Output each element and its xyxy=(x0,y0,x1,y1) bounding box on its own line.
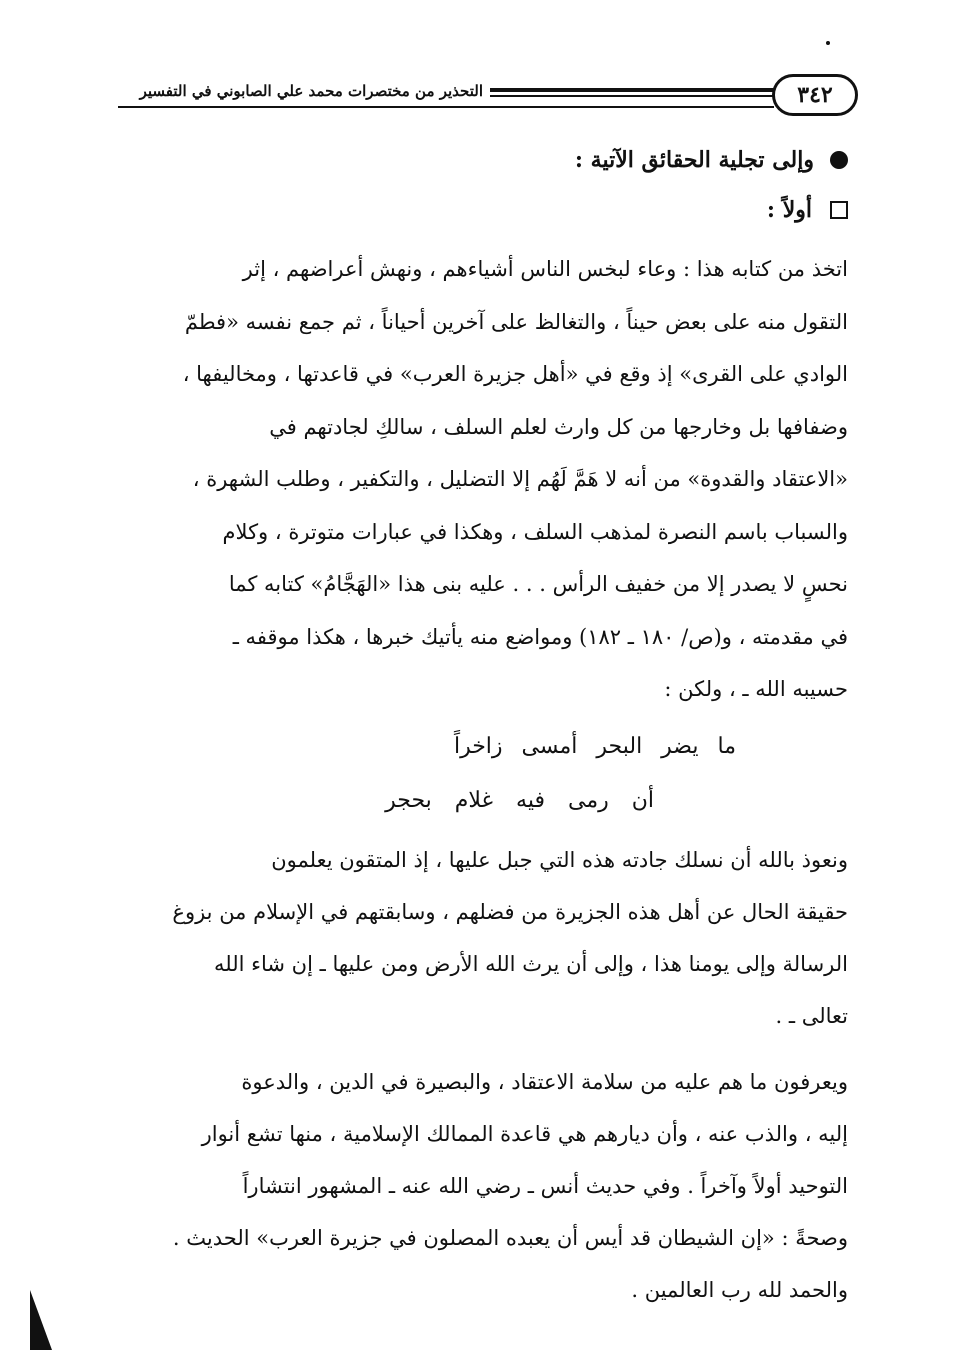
text-line: الوادي على القرى» إذ وقع في «أهل جزيرة العرب» في قاعدتها ، ومخاليفها ، xyxy=(182,362,848,386)
text-line: «الاعتقاد والقدوة» من أنه لا هَمَّ لَهُم إلا التضليل ، والتكفير ، وطلب الشهرة ، xyxy=(192,467,848,491)
poem-verse xyxy=(130,720,848,828)
text-line: والحمد لله رب العالمين . xyxy=(631,1277,848,1302)
header-rule-thin xyxy=(490,95,774,97)
text-line: تعالى ـ . xyxy=(775,1003,848,1028)
running-title: التحذير من مختصرات محمد علي الصابوني في التفسير xyxy=(139,82,483,100)
paragraph-2 xyxy=(130,834,848,1042)
text-line: التقول منه على بعض حيناً ، والتغالظ على آخرين أحياناً ، ثم جمع نفسه «فطمّ xyxy=(184,309,848,334)
paragraph-3 xyxy=(130,1056,848,1316)
text-line: نحسٍ لا يصدر إلا من خفيف الرأس . . . عليه بنى هذا «الهَجَّامُ» كتابه كما xyxy=(228,572,848,596)
text-line: في مقدمته ، و(ص/ ١٨٠ ـ ١٨٢) ومواضع منه يأتيك خبرها ، هكذا موقفه ـ xyxy=(232,624,848,649)
section-heading: وإلى تجلية الحقائق الآتية : xyxy=(574,147,814,173)
text-line: إليه ، والذب عنه ، وأن ديارهم هي قاعدة الممالك الإسلامية ، منها تشع أنوار xyxy=(201,1121,848,1146)
subheading-line xyxy=(130,185,848,235)
bullet-icon xyxy=(830,151,848,169)
text-line: حسيبه الله ـ ، ولكن : xyxy=(664,677,848,701)
text-line: وصحةً : «إن الشيطان قد أيس أن يعبده المصلون في جزيرة العرب» الحديث . xyxy=(172,1225,848,1250)
page-header xyxy=(118,70,858,120)
scan-edge-mark xyxy=(30,1290,52,1350)
header-underline xyxy=(118,106,774,108)
page-number: ٣٤٢ xyxy=(772,74,858,116)
text-line: حقيقة الحال عن أهل هذه الجزيرة من فضلهم ، وسابقتهم في الإسلام من بزوغ xyxy=(172,899,848,924)
paragraph-1 xyxy=(130,243,848,716)
section-subheading: أولاً : xyxy=(766,197,812,223)
speck-mark xyxy=(826,41,830,45)
text-line: ويعرفون ما هم عليه من سلامة الاعتقاد ، والبصيرة في الدين ، والدعوة xyxy=(241,1069,848,1094)
text-line: الرسالة وإلى يومنا هذا ، وإلى أن يرث الله الأرض ومن عليها ـ إن شاء الله xyxy=(214,951,848,976)
heading-line xyxy=(130,135,848,185)
text-line: والسباب باسم النصرة لمذهب السلف ، وهكذا في عبارات متوترة ، وكلام xyxy=(222,519,848,544)
text-line: وضفافها بل وخارجها من كل وارث لعلم السلف ، سالكِ لجادتهم في xyxy=(269,414,848,439)
text-line: ونعوذ بالله أن نسلك جادته هذه التي جبل عليها ، إذ المتقون يعلمون xyxy=(271,847,848,872)
poem-line-1: ما يضر البحر أمسى زاخراً xyxy=(453,733,736,759)
text-line: اتخذ من كتابه هذا : وعاء لبخس الناس أشياءهم ، ونهش أعراضهم ، إثر xyxy=(242,257,848,281)
poem-line-2: أن رمى فيه غلام بحجر xyxy=(385,787,654,813)
text-line: التوحيد أولاً وآخراً . وفي حديث أنس ـ رضي الله عنه ـ المشهور انتشاراً xyxy=(242,1173,848,1198)
header-rule-thick xyxy=(490,88,774,92)
page-body xyxy=(130,135,848,1316)
checkbox-square-icon xyxy=(830,201,848,219)
